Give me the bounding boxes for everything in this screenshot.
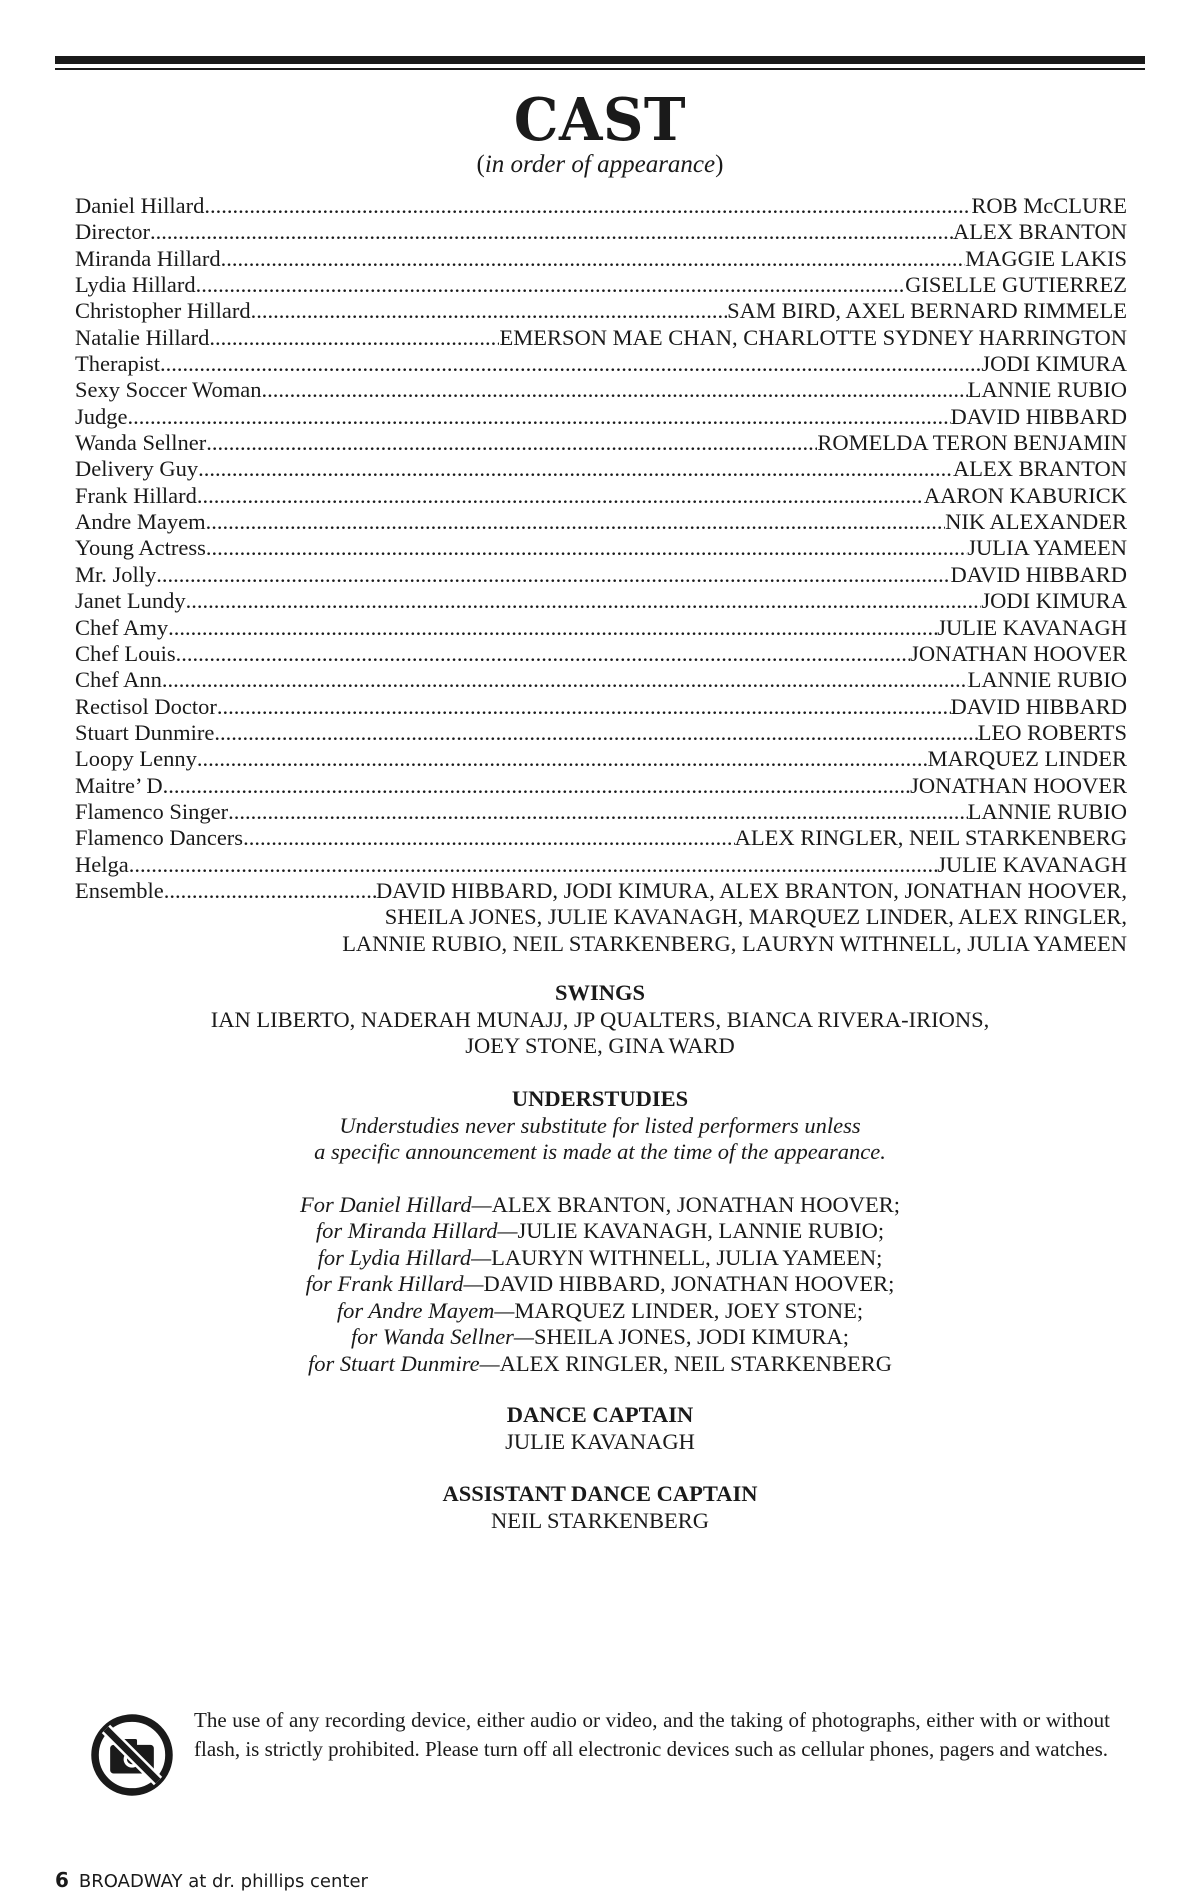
section-heading: DANCE CAPTAIN — [506, 1402, 694, 1427]
cast-row — [75, 456, 1127, 482]
recording-notice: The use of any recording device, either audio or video, and the taking of photographs, either with or without flash, is strictly prohibited. Please turn off all electronic devices such as cellular phones, pagers and watches. — [194, 1708, 1110, 1761]
understudy-entry: for Stuart Dunmire—ALEX RINGLER, NEIL STARKENBERG — [307, 1350, 893, 1376]
cast-row — [75, 667, 1127, 693]
dance-captain-section — [0, 1402, 1200, 1455]
cast-row — [75, 825, 1127, 851]
no-camera-icon — [90, 1713, 174, 1797]
cast-list — [75, 193, 1127, 957]
dot-leader — [217, 694, 951, 720]
cast-row — [75, 720, 1127, 746]
cast-row — [75, 404, 1127, 430]
cast-actor: LANNIE RUBIO — [967, 377, 1127, 403]
section-heading: ASSISTANT DANCE CAPTAIN — [442, 1481, 758, 1506]
cast-actor: MARQUEZ LINDER — [927, 746, 1127, 772]
cast-row — [75, 430, 1127, 456]
cast-role: Rectisol Doctor — [75, 693, 217, 719]
dot-leader — [209, 325, 499, 351]
cast-role: Sexy Soccer Woman — [75, 377, 262, 403]
cast-role: Natalie Hillard — [75, 324, 210, 350]
cast-role: Lydia Hillard — [75, 272, 196, 298]
page-number: 6 — [55, 1868, 69, 1892]
understudies-section — [0, 1086, 1200, 1377]
cast-row — [75, 246, 1127, 272]
understudy-entry: for Wanda Sellner—SHEILA JONES, JODI KIMURA; — [351, 1324, 849, 1349]
cast-actor: SAM BIRD, AXEL BERNARD RIMMELE — [727, 298, 1127, 324]
cast-row — [75, 351, 1127, 377]
top-rule-thick — [55, 56, 1145, 64]
page-title: CAST — [513, 85, 687, 155]
cast-role: Ensemble — [75, 877, 164, 903]
cast-actor: ALEX BRANTON — [953, 219, 1127, 245]
dot-leader — [163, 773, 910, 799]
cast-role: Therapist — [75, 351, 160, 377]
cast-actor: ROB McCLURE — [971, 193, 1127, 218]
ensemble-continuation: LANNIE RUBIO, NEIL STARKENBERG, LAURYN WITHNELL, JULIA YAMEEN — [342, 930, 1127, 956]
cast-row — [75, 852, 1127, 878]
cast-row — [75, 377, 1127, 403]
understudies-note: a specific announcement is made at the time of the appearance. — [314, 1139, 886, 1164]
dot-leader — [128, 404, 951, 430]
dot-leader — [186, 588, 982, 614]
cast-actor: DAVID HIBBARD — [950, 693, 1127, 719]
swings-names: IAN LIBERTO, NADERAH MUNAJJ, JP QUALTERS, BIANCA RIVERA-IRIONS, — [210, 1006, 990, 1032]
ensemble-continuation: SHEILA JONES, JULIE KAVANAGH, MARQUEZ LINDER, ALEX RINGLER, — [384, 904, 1127, 930]
dot-leader — [196, 272, 906, 298]
cast-actor: JULIE KAVANAGH — [937, 851, 1127, 877]
cast-actor: JULIA YAMEEN — [967, 535, 1127, 561]
cast-role: Daniel Hillard — [75, 193, 205, 218]
dot-leader — [176, 641, 911, 667]
cast-actor: DAVID HIBBARD, JODI KIMURA, ALEX BRANTON, JONATHAN HOOVER, — [375, 877, 1127, 903]
cast-actor: JULIE KAVANAGH — [937, 614, 1127, 640]
cast-row — [75, 483, 1127, 509]
cast-role: Chef Amy — [75, 614, 169, 640]
cast-actor: JODI KIMURA — [981, 351, 1127, 377]
cast-actor: JODI KIMURA — [981, 588, 1127, 614]
cast-role: Delivery Guy — [75, 456, 199, 482]
cast-role: Helga — [75, 851, 129, 877]
cast-role: Chef Ann — [75, 667, 162, 693]
publication-name: BROADWAY at dr. phillips center — [78, 1871, 368, 1892]
understudy-entry: for Andre Mayem—MARQUEZ LINDER, JOEY STONE; — [336, 1297, 864, 1323]
dot-leader — [198, 456, 953, 482]
cast-actor: JONATHAN HOOVER — [910, 640, 1127, 666]
dot-leader — [168, 615, 937, 641]
understudy-entry: for Miranda Hillard—JULIE KAVANAGH, LANNIE RUBIO; — [315, 1218, 885, 1243]
cast-row — [75, 219, 1127, 245]
cast-actor: EMERSON MAE CHAN, CHARLOTTE SYDNEY HARRINGTON — [499, 324, 1127, 350]
cast-row — [75, 325, 1127, 351]
cast-row — [75, 509, 1127, 535]
page-subtitle: (in order of appearance) — [476, 151, 724, 178]
understudy-entry: For Daniel Hillard—ALEX BRANTON, JONATHAN HOOVER; — [299, 1191, 900, 1217]
cast-role: Wanda Sellner — [75, 430, 207, 456]
cast-row — [75, 641, 1127, 667]
cast-row — [75, 535, 1127, 561]
dot-leader — [204, 193, 971, 219]
dot-leader — [160, 351, 981, 377]
dance-captain-name: JULIE KAVANAGH — [505, 1428, 695, 1454]
cast-actor: DAVID HIBBARD — [950, 561, 1127, 587]
cast-actor: AARON KABURICK — [923, 482, 1127, 508]
assistant-dance-captain-section — [0, 1481, 1200, 1534]
dot-leader — [156, 562, 950, 588]
cast-row — [75, 193, 1127, 219]
dot-leader — [251, 298, 728, 324]
cast-role: Mr. Jolly — [75, 561, 157, 587]
section-heading: UNDERSTUDIES — [511, 1086, 689, 1111]
dot-leader — [206, 509, 946, 535]
cast-actor: LANNIE RUBIO — [967, 798, 1127, 824]
swings-section — [0, 980, 1200, 1060]
dot-leader — [206, 430, 817, 456]
top-rule-thin — [55, 68, 1145, 70]
cast-actor: LEO ROBERTS — [977, 719, 1127, 745]
cast-row — [75, 799, 1127, 825]
dot-leader — [228, 799, 968, 825]
cast-role: Miranda Hillard — [75, 245, 221, 271]
cast-role: Stuart Dunmire — [75, 719, 215, 745]
cast-role: Director — [75, 219, 150, 245]
dot-leader — [197, 746, 928, 772]
cast-actor: JONATHAN HOOVER — [910, 772, 1127, 798]
cast-actor: NIK ALEXANDER — [945, 509, 1127, 535]
cast-actor: GISELLE GUTIERREZ — [905, 272, 1127, 298]
cast-row — [75, 588, 1127, 614]
cast-row — [75, 272, 1127, 298]
section-heading: SWINGS — [554, 980, 646, 1005]
cast-actor: ALEX BRANTON — [953, 456, 1127, 482]
cast-row — [75, 746, 1127, 772]
dot-leader — [197, 483, 924, 509]
cast-role: Flamenco Singer — [75, 798, 229, 824]
dot-leader — [129, 852, 937, 878]
cast-role: Janet Lundy — [75, 588, 186, 614]
cast-role: Chef Louis — [75, 640, 176, 666]
cast-actor: LANNIE RUBIO — [967, 667, 1127, 693]
swings-names: JOEY STONE, GINA WARD — [465, 1033, 735, 1058]
cast-role: Young Actress — [75, 535, 206, 561]
understudy-entry: for Frank Hillard—DAVID HIBBARD, JONATHAN HOOVER; — [305, 1271, 895, 1296]
dot-leader — [164, 878, 376, 904]
cast-row — [75, 615, 1127, 641]
dot-leader — [150, 219, 953, 245]
cast-row — [75, 773, 1127, 799]
cast-role: Flamenco Dancers — [75, 825, 244, 851]
dot-leader — [243, 825, 735, 851]
dot-leader — [162, 667, 968, 693]
cast-row — [75, 562, 1127, 588]
dot-leader — [214, 720, 977, 746]
understudy-entry: for Lydia Hillard—LAURYN WITHNELL, JULIA YAMEEN; — [317, 1244, 883, 1270]
dot-leader — [221, 246, 966, 272]
assistant-dance-captain-name: NEIL STARKENBERG — [491, 1507, 709, 1533]
dot-leader — [261, 377, 967, 403]
cast-role: Judge — [75, 403, 128, 429]
cast-role: Christopher Hillard — [75, 298, 251, 324]
cast-role: Loopy Lenny — [75, 746, 197, 772]
cast-role: Frank Hillard — [75, 482, 197, 508]
cast-role: Andre Mayem — [75, 509, 206, 535]
cast-actor: MAGGIE LAKIS — [965, 245, 1127, 271]
cast-row — [75, 298, 1127, 324]
cast-actor: ALEX RINGLER, NEIL STARKENBERG — [734, 825, 1127, 851]
cast-actor: ROMELDA TERON BENJAMIN — [817, 430, 1127, 456]
ensemble-row — [75, 878, 1127, 904]
cast-actor: DAVID HIBBARD — [950, 403, 1127, 429]
dot-leader — [206, 535, 967, 561]
page-footer — [55, 1869, 368, 1893]
understudies-note: Understudies never substitute for listed performers unless — [339, 1112, 861, 1138]
cast-row — [75, 694, 1127, 720]
cast-role: Maitre’ D — [75, 772, 163, 798]
